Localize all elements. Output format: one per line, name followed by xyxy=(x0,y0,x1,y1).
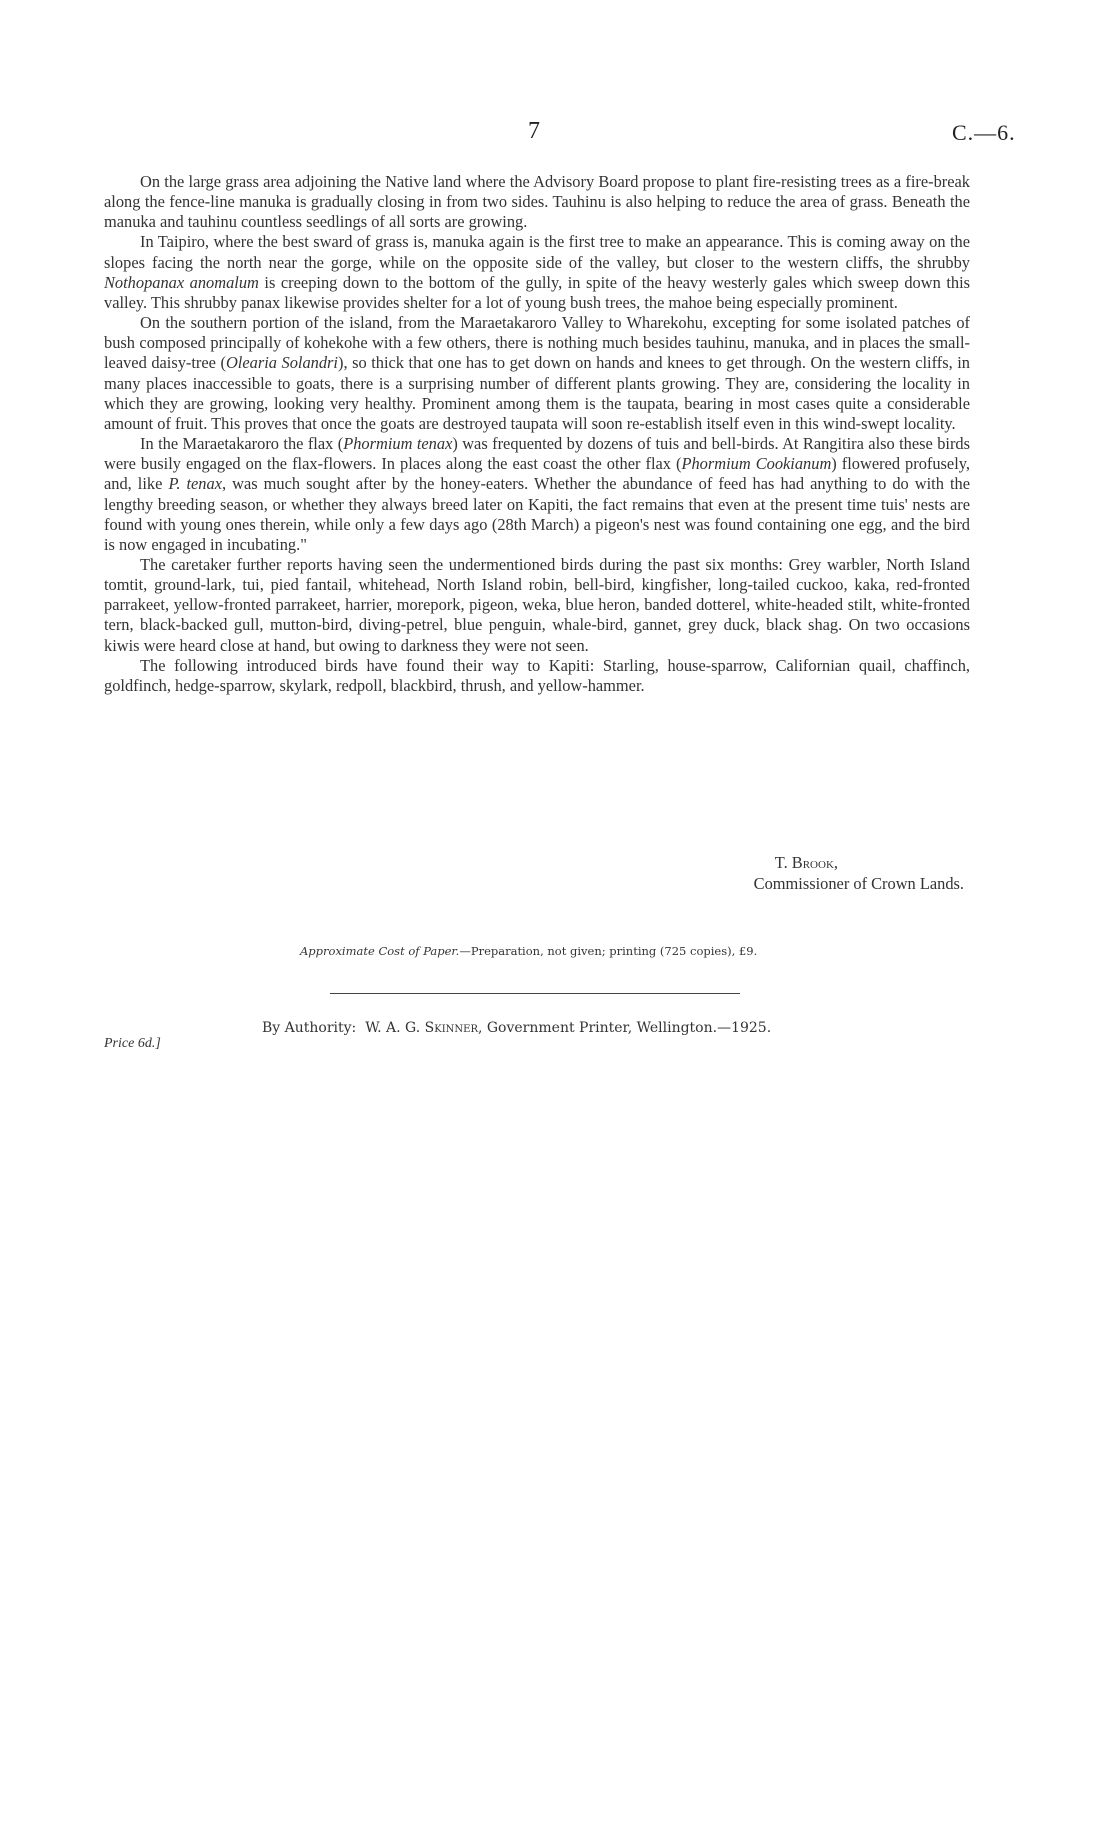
signatory-title: Commissioner of Crown Lands. xyxy=(753,874,964,893)
page-number: 7 xyxy=(528,118,540,144)
signatory-name: T. Brook, xyxy=(774,853,838,872)
report-body xyxy=(104,172,970,696)
printer-imprint xyxy=(262,1020,771,1036)
footer-divider xyxy=(330,993,740,994)
species-name: Phormium Cookianum xyxy=(681,454,832,474)
cost-label: Approximate Cost of Paper. xyxy=(300,944,460,958)
document-code: C.—6. xyxy=(952,120,1016,145)
cost-of-paper-note xyxy=(300,944,757,958)
paragraph-flax: In the Maraetakaroro the flax (Phormium tenax) was frequented by dozens of tuis and bell-birds. At Rangitira also these birds were busily engaged on the flax-flowers. In places along the east coast the other flax (Phormium Cookianum) flowered profusely, and, like P. tenax, was much sought after by the honey-eaters. Whether the abundance of feed has had anything to do with the lengthy breeding season, or whether they always breed later on Kapiti, the fact remains that even at the present time tuis' nests are found with young ones therein, while only a few days ago (28th March) a pigeon's nest was found containing one egg, and the bird is now engaged in incubating." xyxy=(104,434,971,554)
authority-label: By Authority: xyxy=(262,1020,357,1036)
cost-details: —Preparation, not given; printing (725 copies), £9. xyxy=(459,944,758,958)
paragraph-bird-list: The caretaker further reports having seen the undermentioned birds during the past six months: Grey warbler, North Island tomtit, ground-lark, tui, pied fantail, whitehead, North Island robin, bell-bird, kingfisher, long-tailed cuckoo, kaka, red-fronted parrakeet, yellow-fronted parrakeet, harrier, morepork, pigeon, weka, blue heron, banded dotterel, white-headed stilt, white-fronted tern, black-backed gull, mutton-bird, diving-petrel, blue penguin, whale-bird, gannet, grey duck, black shag. On two occasions kiwis were heard close at hand, but owing to darkness they were not seen. xyxy=(104,554,970,655)
species-name: Nothopanax anomalum xyxy=(104,272,259,292)
species-name: Olearia Solandri xyxy=(225,353,338,373)
paragraph-introduced-birds: The following introduced birds have found their way to Kapiti: Starling, house-sparrow, Californian quail, chaffinch, goldfinch, hedge-sparrow, skylark, redpoll, blackbird, thrush, and yellow-hammer. xyxy=(104,655,970,695)
printer-name: W. A. G. Skinner xyxy=(365,1020,478,1036)
paragraph-taipiro: In Taipiro, where the best sward of grass is, manuka again is the first tree to make an appearance. This is coming away on the slopes facing the north near the gorge, while on the opposite side of the valley, but closer to the western cliffs, the shrubby Nothopanax anomalum is creeping down to the bottom of the gully, in spite of the heavy westerly gales which sweep down this valley. This shrubby panax likewise provides shelter for a lot of young bush trees, the mahoe being especially prominent. xyxy=(104,232,970,312)
species-name: Phormium tenax xyxy=(343,434,453,454)
species-name: P. tenax xyxy=(168,474,222,494)
signature-block xyxy=(640,852,966,894)
paragraph-southern-portion: On the southern portion of the island, from the Maraetakaroro Valley to Wharekohu, excepting for some isolated patches of bush composed principally of kohekohe with a few others, there is nothing much besides tauhinu, manuka, and in places the small-leaved daisy-tree (Olearia Solandri), so thick that one has to get down on hands and knees to get through. On the western cliffs, in many places inaccessible to goats, there is a surprising number of different plants growing. They are, considering the locality in which they are growing, looking very healthy. Prominent among them is the taupata, bearing in most cases quite a considerable amount of fruit. This proves that once the goats are destroyed taupata will soon re-establish itself even in this wind-swept locality. xyxy=(104,313,970,433)
printer-details: , Government Printer, Wellington.—1925. xyxy=(477,1020,772,1036)
price-note: Price 6d.] xyxy=(104,1036,161,1051)
paragraph-grass-area: On the large grass area adjoining the Native land where the Advisory Board propose to plant fire-resisting trees as a fire-break along the fence-line manuka is gradually closing in from two sides. Tauhinu is also helping to reduce the area of grass. Beneath the manuka and tauhinu countless seedlings of all sorts are growing. xyxy=(104,172,970,232)
